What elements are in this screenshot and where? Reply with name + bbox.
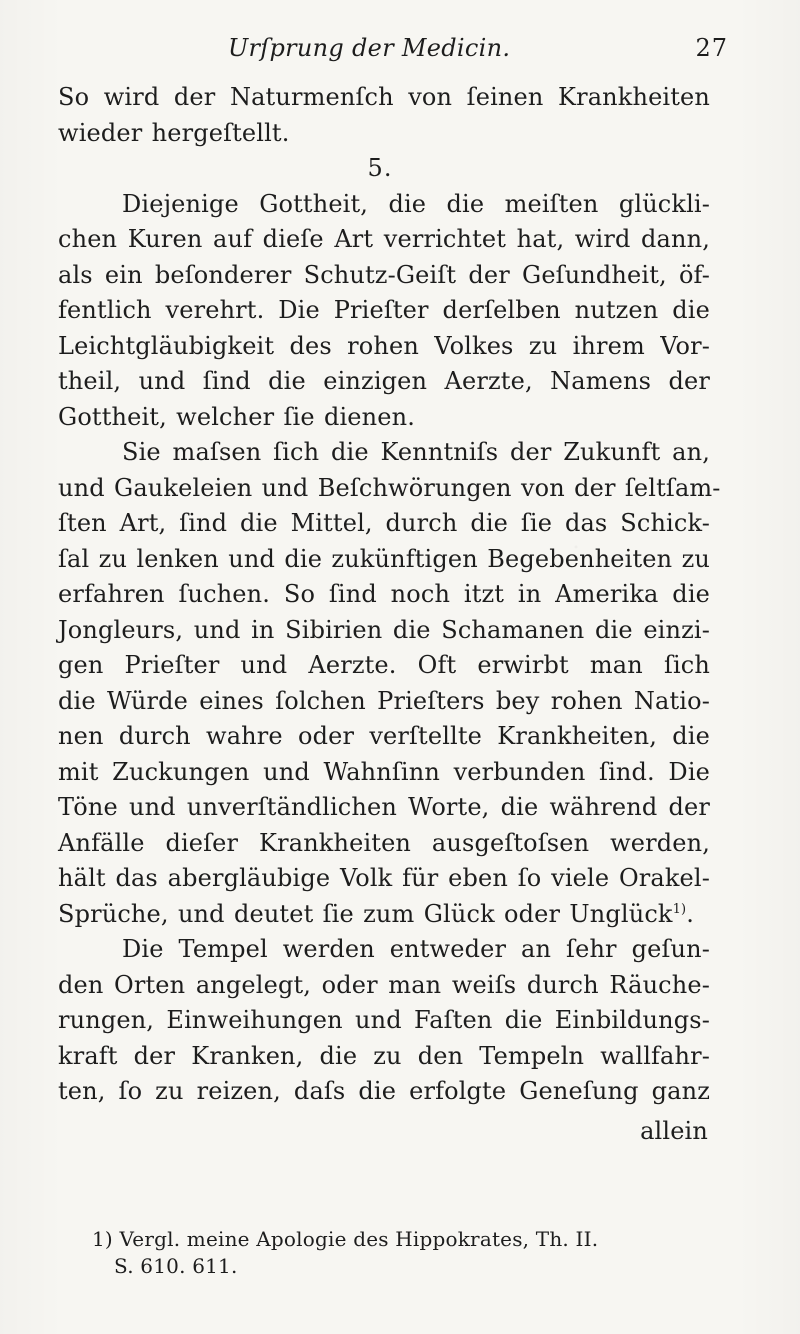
footnote-line: 1) Vergl. meine Apologie des Hippokrates, Th. II. [92, 1227, 599, 1251]
text-line: Leichtgläubigkeit des rohen Volkes zu ihrem Vor- [58, 331, 710, 360]
main-text [58, 80, 721, 1149]
page-number: 27 [695, 34, 728, 62]
text-line: nen durch wahre oder verſtellte Krankheiten, die [58, 722, 710, 750]
section-number: 5. [367, 154, 393, 182]
text-line: den Orten angelegt, oder man weiſs durch Räuche- [58, 970, 710, 999]
text-line: fentlich verehrt. Die Prieſter derſelben nutzen die [58, 296, 710, 324]
text-line: ſten Art, ſind die Mittel, durch die ſie das Schick- [58, 509, 710, 537]
text-line: kraft der Kranken, die zu den Tempeln wallfahr- [58, 1041, 710, 1070]
text-line: Töne und unverſtändlichen Worte, die während der [58, 793, 710, 821]
running-title: Urſprung der Medicin. [228, 34, 511, 62]
text-line: So wird der Naturmenſch von ſeinen Krankheiten [58, 83, 710, 111]
text-line: Gottheit, welcher ſie dienen. [58, 402, 416, 431]
footnote-marker: 1) [672, 901, 687, 917]
text-line: hält das abergläubige Volk für eben ſo viele Orakel- [58, 864, 710, 892]
text-line: rungen, Einweihungen und Faſten die Einbildungs- [58, 1006, 710, 1034]
footnote-line: S. 610. 611. [114, 1254, 238, 1278]
text-line: Anfälle dieſer Krankheiten ausgeſtoſsen werden, [58, 828, 710, 857]
text-line: Die Tempel werden entweder an ſehr geſun- [122, 935, 710, 963]
text-line: Jongleurs, und in Sibirien die Schamanen die einzi- [58, 615, 710, 644]
period: . [686, 899, 695, 928]
text-line: wieder hergeſtellt. [58, 118, 290, 147]
text-line: Sie maſsen ſich die Kenntniſs der Zukunft an, [122, 438, 710, 466]
text-line: mit Zuckungen und Wahnſinn verbunden ſind. Die [58, 757, 710, 786]
text-line: und Gaukeleien und Beſchwörungen von der ſeltſam- [58, 473, 721, 502]
text-line: Diejenige Gottheit, die die meiſten glückli- [122, 189, 710, 218]
text-line: ten, ſo zu reizen, daſs die erfolgte Geneſung ganz [58, 1077, 710, 1105]
text-line: die Würde eines ſolchen Prieſters bey rohen Natio- [58, 686, 710, 715]
text-line: chen Kuren auf dieſe Art verrichtet hat, wird dann, [58, 225, 710, 253]
text-line: theil, und ſind die einzigen Aerzte, Namens der [58, 367, 710, 395]
footnotes [92, 1226, 732, 1280]
running-head [58, 28, 728, 68]
text-line: gen Prieſter und Aerzte. Oft erwirbt man ſich [58, 651, 710, 679]
text-line: als ein beſonderer Schutz-Geiſt der Geſundheit, öf- [58, 260, 710, 289]
text-line: ſal zu lenken und die zukünftigen Begebenheiten zu [58, 544, 710, 573]
catchword: allein [640, 1116, 708, 1145]
text-line-with-footnote-ref [58, 897, 710, 933]
text-line: erfahren ſuchen. So ſind noch itzt in Amerika die [58, 580, 710, 608]
text-line-content: Sprüche, und deutet ſie zum Glück oder Unglück [58, 899, 673, 928]
